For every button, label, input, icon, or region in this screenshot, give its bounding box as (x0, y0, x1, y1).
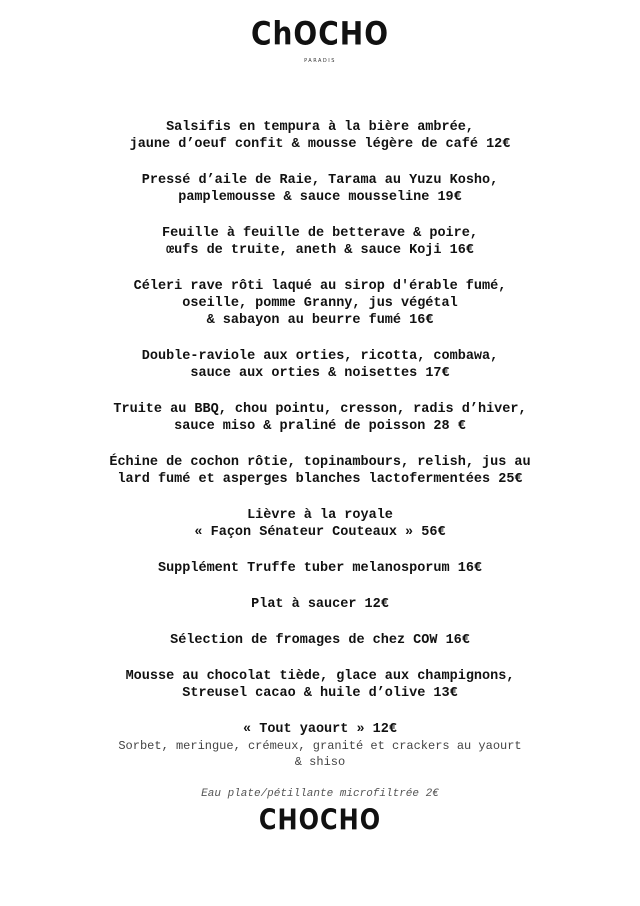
menu-item-line: pamplemousse & sauce mousseline 19€ (178, 190, 462, 205)
menu-item-line: « Façon Sénateur Couteaux » 56€ (194, 525, 446, 540)
menu-item-line: oseille, pomme Granny, jus végétal (182, 296, 458, 311)
menu-item-line: Pressé d’aile de Raie, Tarama au Yuzu Kosho, (141, 173, 499, 188)
menu-item (40, 632, 600, 649)
menu-item-line: sauce aux orties & noisettes 17€ (190, 366, 450, 381)
dessert-item (40, 721, 600, 770)
menu-item-line: Truite au BBQ, chou pointu, cresson, radis d’hiver, (113, 402, 527, 417)
menu-item-line: Double-raviole aux orties, ricotta, combawa, (141, 349, 499, 364)
dessert-desc-line: & shiso (294, 755, 346, 769)
dessert-description (40, 738, 600, 770)
chocho-logo: ChOCHO (250, 14, 390, 53)
menu-item-line: œufs de truite, aneth & sauce Koji 16€ (166, 243, 474, 258)
menu-item (40, 172, 600, 206)
logo-subtitle: PARADIS (304, 58, 336, 64)
menu-item (40, 560, 600, 577)
menu-item-line: sauce miso & praliné de poisson 28 € (174, 419, 466, 434)
dessert-desc-line: Sorbet, meringue, crémeux, granité et crackers au yaourt (118, 739, 522, 753)
menu-item (40, 596, 600, 613)
menu-item-line: Feuille à feuille de betterave & poire, (162, 226, 478, 241)
menu-item-line: lard fumé et asperges blanches lactofermentées 25€ (117, 472, 523, 487)
menu-item (40, 401, 600, 435)
header (0, 14, 640, 64)
menu-item (40, 454, 600, 488)
dessert-title: « Tout yaourt » 12€ (243, 722, 397, 737)
menu-item (40, 348, 600, 382)
menu-item-line: Mousse au chocolat tiède, glace aux champignons, (125, 669, 515, 684)
menu-item (40, 278, 600, 329)
menu-item-line: Échine de cochon rôtie, topinambours, relish, jus au (109, 455, 531, 470)
menu-list (40, 119, 600, 800)
chocho-footer-logo: CHOCHO (258, 803, 382, 837)
menu-item-line: Streusel cacao & huile d’olive 13€ (182, 686, 458, 701)
menu-item (40, 507, 600, 541)
footer-logo (0, 803, 640, 837)
menu-item (40, 225, 600, 259)
menu-item-line: & sabayon au beurre fumé 16€ (206, 313, 434, 328)
menu-item (40, 668, 600, 702)
menu-item-line: Céleri rave rôti laqué au sirop d'érable fumé, (133, 279, 507, 294)
menu-item-line: Salsifis en tempura à la bière ambrée, (166, 120, 474, 135)
menu-item-line: Plat à saucer 12€ (251, 597, 389, 612)
menu-item (40, 119, 600, 153)
menu-item-line: Sélection de fromages de chez COW 16€ (170, 633, 470, 648)
menu-item-line: Lièvre à la royale (247, 508, 393, 523)
menu-item-line: Supplément Truffe tuber melanosporum 16€ (157, 561, 483, 576)
water-note: Eau plate/pétillante microfiltrée 2€ (201, 788, 439, 800)
menu-item-line: jaune d’oeuf confit & mousse légère de café 12€ (129, 137, 511, 152)
